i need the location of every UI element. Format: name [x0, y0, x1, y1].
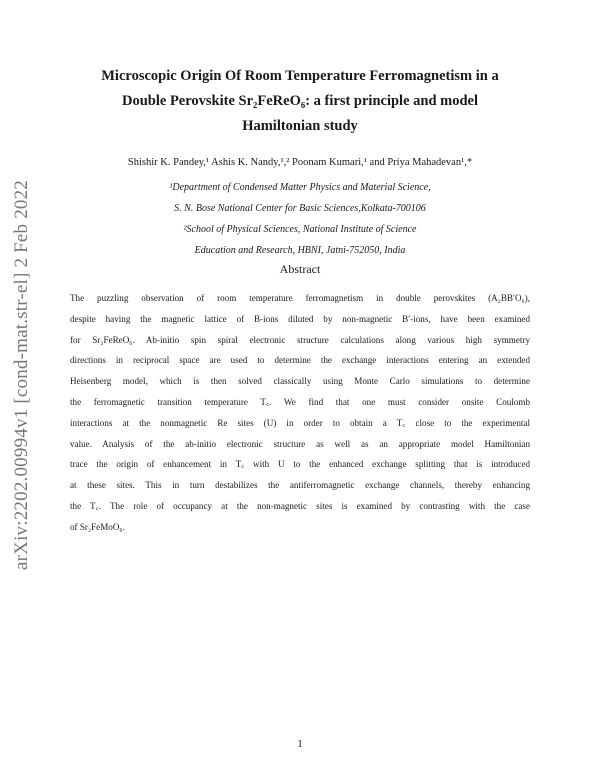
abstract-line: directions in reciprocal space are used to determine the exchange interactions entering an extended	[70, 355, 530, 366]
abstract-line: despite having the magnetic lattice of B-ions diluted by non-magnetic B′-ions, have been examined	[70, 313, 530, 324]
abstract-body	[70, 288, 530, 538]
abstract-line: value. Analysis of the ab-initio electronic structure as well as an appropriate model Hamiltonian	[70, 438, 530, 449]
title-line: Double Perovskite Sr₂FeReO₆: a first principle and model	[122, 93, 478, 109]
affiliations	[70, 177, 530, 261]
abstract-heading: Abstract	[279, 262, 321, 276]
affiliation-line: S. N. Bose National Center for Basic Sciences,Kolkata-700106	[174, 203, 426, 214]
affiliation-line: Education and Research, HBNI, Jatni-752050, India	[194, 245, 406, 256]
author-list: Shishir K. Pandey,¹ Ashis K. Nandy,¹,² Poonam Kumari,¹ and Priya Mahadevan¹,*	[127, 157, 473, 168]
abstract-line: interactions at the nonmagnetic Re sites (U) in order to obtain a T꜀ close to the experimental	[70, 417, 530, 428]
arxiv-identifier: arXiv:2202.00994v1 [cond-mat.str-el] 2 Feb 2022	[11, 179, 32, 571]
abstract-line: the T꜀. The role of occupancy at the non-magnetic sites is examined by contrasting with the case	[70, 500, 530, 511]
abstract-line: The puzzling observation of room temperature ferromagnetism in double perovskites (A₂BB′O₆),	[70, 293, 530, 303]
title-line: Microscopic Origin Of Room Temperature Ferromagnetism in a	[101, 68, 499, 84]
paper-title	[60, 64, 540, 139]
arxiv-stamp	[2, 175, 42, 575]
page-number: 1	[297, 738, 303, 750]
abstract-line: Heisenberg model, which is then solved classically using Monte Carlo simulations to determine	[70, 376, 530, 387]
affiliation-line: ¹Department of Condensed Matter Physics and Material Science,	[169, 182, 431, 193]
affiliation-line: ²School of Physical Sciences, National Institute of Science	[183, 224, 417, 235]
abstract-line: for Sr₂FeReO₆. Ab-initio spin spiral electronic structure calculations along various high symmetry	[70, 334, 530, 345]
abstract-line: the ferromagnetic transition temperature T꜀. We find that one must consider onsite Coulomb	[70, 396, 530, 407]
abstract-line: at these sites. This in turn destabilizes the antiferromagnetic exchange channels, thereby enhancing	[70, 480, 530, 491]
title-line: Hamiltonian study	[242, 118, 358, 134]
abstract-line: trace the origin of enhancement in T꜀ with U to the enhanced exchange splitting that is introduced	[70, 459, 530, 470]
abstract-line: of Sr₂FeMoO₆.	[70, 521, 125, 532]
